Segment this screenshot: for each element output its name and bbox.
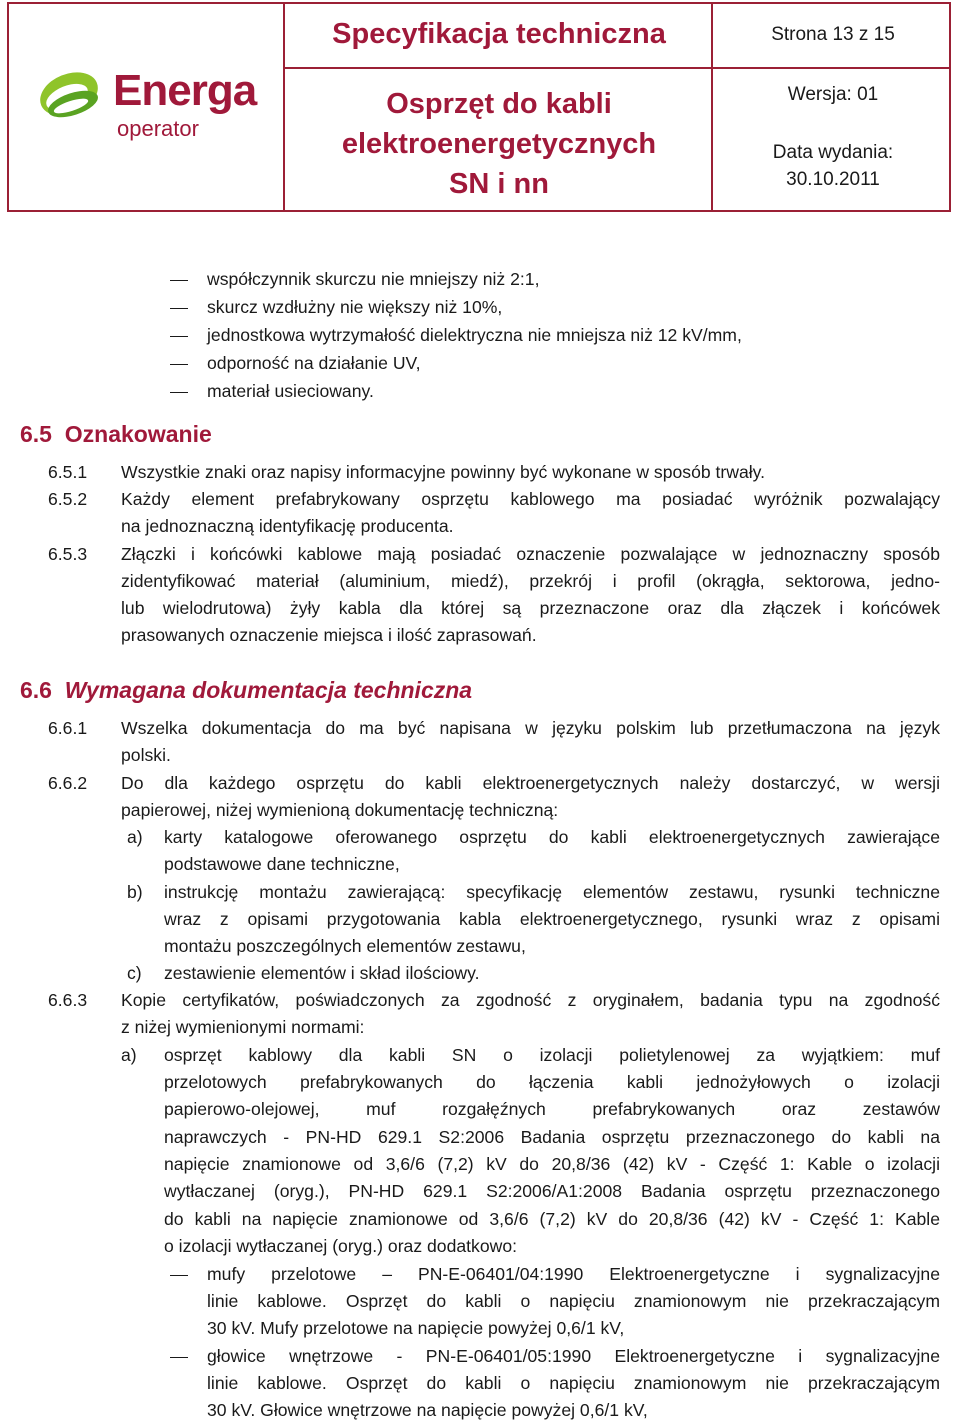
list-item: materiał usieciowany. [207,381,374,401]
sub-item-text: o izolacji wytłaczanej (oryg.) oraz dodatkowo: [164,1236,518,1256]
subject-line: elektroenergetycznych [341,128,657,160]
list-item: skurcz wzdłużny nie większy niż 10%, [207,297,503,317]
energa-logo [35,64,275,154]
clause-text: polski. [121,745,171,765]
section-title: Wymagana dokumentacja techniczna [64,677,473,703]
issue-date-label: Data wydania: [772,142,894,163]
page-number: Strona 13 z 15 [771,24,895,45]
list-item: współczynnik skurczu nie mniejszy niż 2:1, [207,269,540,289]
issue-date: 30.10.2011 [786,169,880,190]
list-marker: a) [121,1045,137,1065]
clause-text: Kopie certyfikatów, poświadczonych za zgodność z oryginałem, badania typu na zgodność [121,990,940,1010]
logo-subtitle: operator [117,116,199,141]
list-marker: c) [127,963,142,983]
logo-name: Energa [113,66,257,115]
clause-text: Wszelka dokumentacja do ma być napisana w języku polskim lub przetłumaczona na język [121,718,940,738]
dash-bullet [170,1275,188,1276]
section-number: 6.6 [20,677,52,703]
clause-number: 6.5.1 [48,462,88,482]
sub-item-text: osprzęt kablowy dla kabli SN o izolacji polietylenowej za wyjątkiem: muf [164,1045,940,1065]
clause-text: z niżej wymienionymi normami: [121,1017,365,1037]
list-item: odporność na działanie UV, [207,353,421,373]
document-type-title: Specyfikacja techniczna [332,18,666,50]
header-divider [283,67,949,69]
clause-text: prasowanych oznaczenie miejsca i ilość zaprasowań. [121,625,537,645]
clause-text: na jednoznaczną identyfikację producenta. [121,516,454,536]
sub-item-text: papierowo-olejowej, muf rozgałęźnych prefabrykowanych oraz zestawów [164,1099,940,1119]
clause-text: papierowej, niżej wymienioną dokumentację techniczną: [121,800,559,820]
sub-item-text: podstawowe dane techniczne, [164,854,400,874]
standard-item-text: głowice wnętrzowe - PN-E-06401/05:1990 Elektroenergetyczne i sygnalizacyjne [207,1346,940,1366]
clause-number: 6.6.1 [48,718,88,738]
clause-number: 6.6.2 [48,773,88,793]
dash-bullet [170,336,188,337]
sub-item-text: do kabli na napięcie znamionowe od 3,6/6 (7,2) kV do 20,8/36 (42) kV - Część 1: Kable [164,1209,940,1229]
section-number: 6.5 [20,421,52,447]
sub-item-text: przelotowych prefabrykowanych do łączenia kabli jednożyłowych o izolacji [164,1072,940,1092]
clause-number: 6.6.3 [48,990,88,1010]
section-title: Oznakowanie [64,421,212,447]
standard-item-text: linie kablowe. Osprzęt do kabli o napięciu znamionowym nie przekraczającym [207,1373,940,1393]
section-heading-6-6 [20,677,472,704]
clause-text: Złączki i końcówki kablowe mają posiadać oznaczenie pozwalające w jednoznaczny sposób [121,544,940,564]
dash-bullet [170,308,188,309]
standard-item-text: linie kablowe. Osprzęt do kabli o napięciu znamionowym nie przekraczającym [207,1291,940,1311]
list-marker: a) [127,827,143,847]
clause-number: 6.5.2 [48,489,88,509]
dash-bullet [170,364,188,365]
section-heading-6-5 [20,421,212,448]
clause-text: lub wielodrutowa) żyły kabla dla której są przeznaczone oraz dla złączek i końcówek [121,598,940,618]
subject-line: SN i nn [449,168,549,200]
sub-item-text: napięcie znamionowe od 3,6/6 (7,2) kV do 20,8/36 (42) kV - Część 1: Kable o izolacji [164,1154,940,1174]
list-marker: b) [127,882,143,902]
sub-item-text: zestawienie elementów i skład ilościowy. [164,963,480,983]
document-subject [285,84,713,204]
sub-item-text: wraz z opisami przygotowania kabla elektroenergetycznego, rysunki wraz z opisami [164,909,940,929]
sub-item-text: karty katalogowe oferowanego osprzętu do kabli elektroenergetycznych zawierające [164,827,940,847]
standard-item-text: 30 kV. Głowice wnętrzowe na napięcie powyżej 0,6/1 kV, [207,1400,648,1420]
sub-item-text: montażu poszczególnych elementów zestawu, [164,936,526,956]
dash-bullet [170,280,188,281]
dash-bullet [170,1357,188,1358]
document-header [7,2,951,212]
clause-text: Wszystkie znaki oraz napisy informacyjne powinny być wykonane w sposób trwały. [121,462,766,482]
clause-text: zidentyfikować materiał (aluminium, miedź), przekrój i profil (okrągła, sektorowa, jedno- [121,571,940,591]
clause-number: 6.5.3 [48,544,88,564]
subject-line: Osprzęt do kabli [386,88,612,120]
clause-text: Każdy element prefabrykowany osprzętu kablowego ma posiadać wyróżnik pozwalający [121,489,940,509]
energa-leaf-icon [35,64,111,134]
standard-item-text: mufy przelotowe – PN-E-06401/04:1990 Elektroenergetyczne i sygnalizacyjne [207,1264,940,1284]
dash-bullet [170,392,188,393]
sub-item-text: naprawczych - PN-HD 629.1 S2:2006 Badania osprzętu przeznaczonego do kabli na [164,1127,940,1147]
sub-item-text: wytłaczanej (oryg.), PN-HD 629.1 S2:2006/A1:2008 Badania osprzętu przeznaczonego [164,1181,940,1201]
clause-text: Do dla każdego osprzętu do kabli elektroenergetycznych należy dostarczyć, w wersji [121,773,940,793]
sub-item-text: instrukcję montażu zawierającą: specyfikację elementów zestawu, rysunki techniczne [164,882,940,902]
version: Wersja: 01 [787,84,879,105]
list-item: jednostkowa wytrzymałość dielektryczna nie mniejsza niż 12 kV/mm, [207,325,742,345]
standard-item-text: 30 kV. Mufy przelotowe na napięcie powyżej 0,6/1 kV, [207,1318,625,1338]
